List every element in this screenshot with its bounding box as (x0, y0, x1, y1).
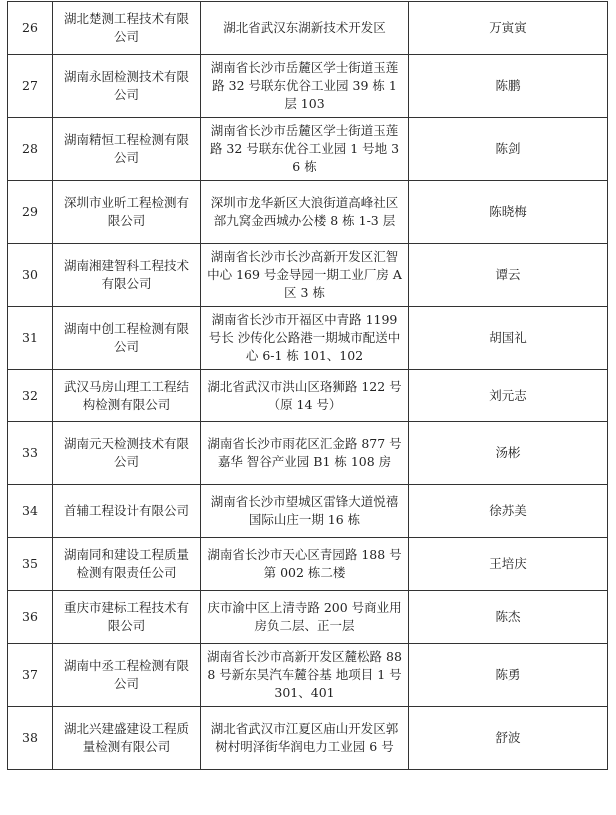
row-number: 34 (8, 485, 53, 538)
company-name: 湖南中丞工程检测有限公司 (53, 644, 201, 707)
contact-person: 陈晓梅 (409, 181, 608, 244)
contact-person: 舒波 (409, 707, 608, 770)
company-address: 深圳市龙华新区大浪街道高峰社区部九窝金西城办公楼 8 栋 1-3 层 (201, 181, 409, 244)
row-number: 31 (8, 307, 53, 370)
table-row (8, 644, 608, 707)
contact-person: 陈剑 (409, 118, 608, 181)
company-name: 重庆市建标工程技术有限公司 (53, 591, 201, 644)
table-row (8, 118, 608, 181)
table-row (8, 538, 608, 591)
table-row (8, 707, 608, 770)
row-number: 26 (8, 2, 53, 55)
company-address: 湖南省长沙市雨花区汇金路 877 号嘉华 智谷产业园 B1 栋 108 房 (201, 422, 409, 485)
contact-person: 谭云 (409, 244, 608, 307)
contact-person: 万寅寅 (409, 2, 608, 55)
row-number: 33 (8, 422, 53, 485)
contact-person: 陈勇 (409, 644, 608, 707)
company-name: 湖南元天检测技术有限公司 (53, 422, 201, 485)
company-name: 湖南同和建设工程质量检测有限责任公司 (53, 538, 201, 591)
row-number: 27 (8, 55, 53, 118)
table-row (8, 370, 608, 422)
company-address: 湖南省长沙市开福区中青路 1199 号长 沙传化公路港一期城市配送中心 6-1 栋 101、102 (201, 307, 409, 370)
company-name: 深圳市业昕工程检测有限公司 (53, 181, 201, 244)
company-address: 庆市渝中区上清寺路 200 号商业用房负二层、正一层 (201, 591, 409, 644)
company-name: 湖南中创工程检测有限公司 (53, 307, 201, 370)
company-address: 湖南省长沙市望城区雷锋大道悦禧国际山庄一期 16 栋 (201, 485, 409, 538)
row-number: 36 (8, 591, 53, 644)
contact-person: 陈鹏 (409, 55, 608, 118)
company-address: 湖南省长沙市岳麓区学士街道玉莲路 32 号联东优谷工业园 39 栋 1 层 103 (201, 55, 409, 118)
contact-person: 陈杰 (409, 591, 608, 644)
company-address: 湖南省长沙市高新开发区麓松路 888 号新东昊汽车麓谷基 地项目 1 号 301、401 (201, 644, 409, 707)
contact-person: 刘元志 (409, 370, 608, 422)
company-name: 首辅工程设计有限公司 (53, 485, 201, 538)
contact-person: 胡国礼 (409, 307, 608, 370)
company-name: 湖北兴建盛建设工程质量检测有限公司 (53, 707, 201, 770)
row-number: 30 (8, 244, 53, 307)
row-number: 38 (8, 707, 53, 770)
company-name: 武汉马房山理工工程结构检测有限公司 (53, 370, 201, 422)
company-name: 湖南永固检测技术有限公司 (53, 55, 201, 118)
table-row (8, 244, 608, 307)
table-row (8, 181, 608, 244)
row-number: 35 (8, 538, 53, 591)
company-address: 湖南省长沙市天心区青园路 188 号第 002 栋二楼 (201, 538, 409, 591)
company-address: 湖南省长沙市岳麓区学士街道玉莲路 32 号联东优谷工业园 1 号地 36 栋 (201, 118, 409, 181)
table-row (8, 307, 608, 370)
table-row (8, 422, 608, 485)
table-row (8, 2, 608, 55)
row-number: 29 (8, 181, 53, 244)
company-address: 湖南省长沙市长沙高新开发区汇智中心 169 号金导园一期工业厂房 A 区 3 栋 (201, 244, 409, 307)
company-address: 湖北省武汉市洪山区珞狮路 122 号（原 14 号） (201, 370, 409, 422)
company-address: 湖北省武汉东湖新技术开发区 (201, 2, 409, 55)
table-row (8, 485, 608, 538)
company-name: 湖南精恒工程检测有限公司 (53, 118, 201, 181)
contact-person: 徐苏美 (409, 485, 608, 538)
company-list-table (7, 1, 608, 770)
company-address: 湖北省武汉市江夏区庙山开发区郭树村明泽街华润电力工业园 6 号 (201, 707, 409, 770)
table-row (8, 55, 608, 118)
company-name: 湖北楚测工程技术有限公司 (53, 2, 201, 55)
table-row (8, 591, 608, 644)
contact-person: 汤彬 (409, 422, 608, 485)
row-number: 32 (8, 370, 53, 422)
row-number: 37 (8, 644, 53, 707)
row-number: 28 (8, 118, 53, 181)
company-name: 湖南湘建智科工程技术有限公司 (53, 244, 201, 307)
contact-person: 王培庆 (409, 538, 608, 591)
table-body (8, 2, 608, 770)
